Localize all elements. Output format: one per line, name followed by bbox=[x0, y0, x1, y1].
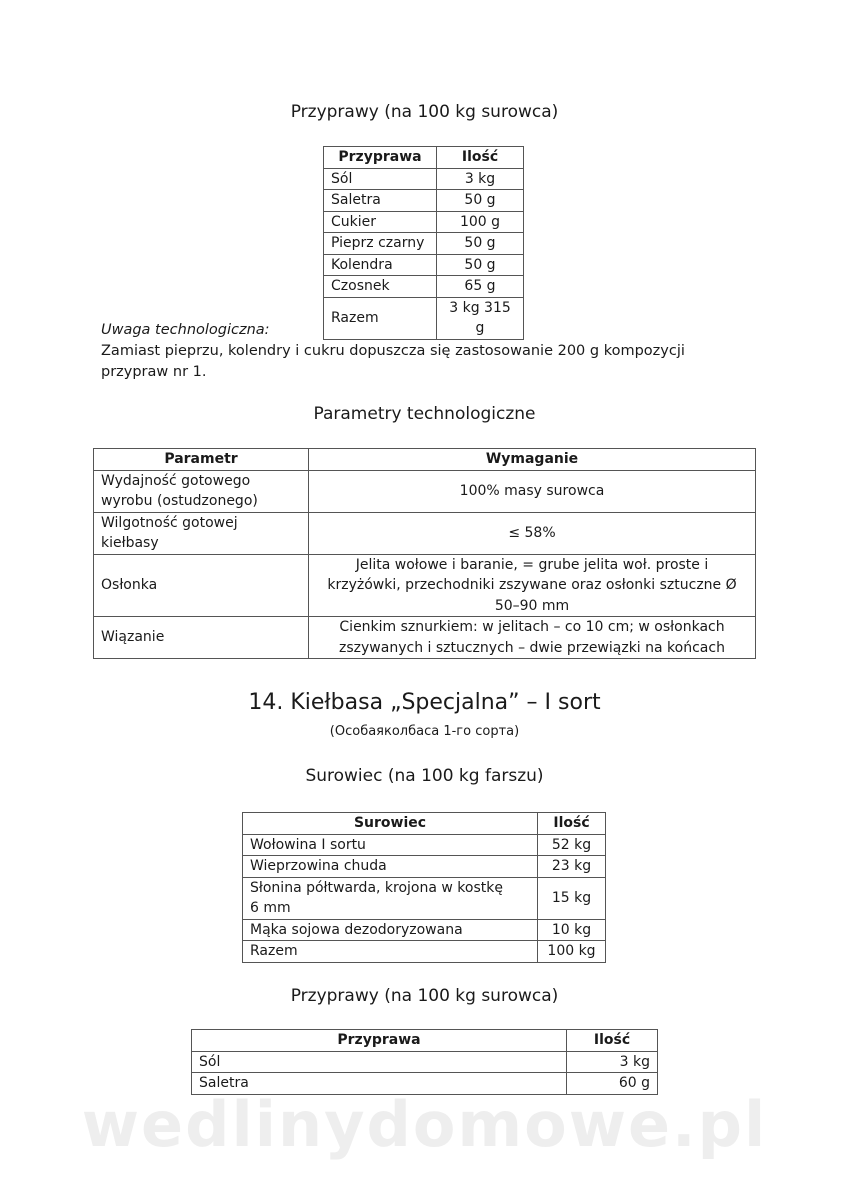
spice-name: Sól bbox=[192, 1051, 567, 1073]
table-row bbox=[324, 211, 524, 233]
spice-name: Cukier bbox=[324, 211, 437, 233]
raw-name: Wieprzowina chuda bbox=[243, 856, 538, 878]
spice-name: Pieprz czarny bbox=[324, 233, 437, 255]
param-name bbox=[94, 512, 309, 554]
watermark: wedlinydomowe.pl bbox=[81, 1088, 768, 1161]
table-row bbox=[243, 834, 606, 856]
param-value bbox=[309, 617, 756, 659]
table-header-row bbox=[94, 449, 756, 471]
technological-note bbox=[101, 320, 685, 383]
raw-name: Wołowina I sortu bbox=[243, 834, 538, 856]
column-header: Surowiec bbox=[243, 813, 538, 835]
column-header: Ilość bbox=[538, 813, 606, 835]
table-row bbox=[94, 470, 756, 512]
spice-amount: 3 kg bbox=[437, 168, 524, 190]
table-row bbox=[324, 168, 524, 190]
table-header-row bbox=[324, 147, 524, 169]
column-header: Parametr bbox=[94, 449, 309, 471]
spices-table-1 bbox=[323, 146, 524, 340]
table-row bbox=[243, 877, 606, 919]
param-name-line: Wilgotność gotowej bbox=[101, 514, 238, 531]
spice-amount: 3 kg bbox=[567, 1051, 658, 1073]
table-row bbox=[94, 512, 756, 554]
raw-amount: 15 kg bbox=[538, 877, 606, 919]
raw-name: Razem bbox=[243, 941, 538, 963]
spice-amount: 50 g bbox=[437, 190, 524, 212]
param-value-line: zszywanych i sztucznych – dwie przewiązki na końcach bbox=[339, 639, 725, 656]
column-header: Przyprawa bbox=[324, 147, 437, 169]
param-name bbox=[94, 470, 309, 512]
table-row bbox=[243, 941, 606, 963]
table-row bbox=[324, 276, 524, 298]
raw-name: Mąka sojowa dezodoryzowana bbox=[243, 919, 538, 941]
raw-name-line: 6 mm bbox=[250, 900, 291, 916]
spice-amount: 3 kg 315 g bbox=[437, 297, 524, 339]
spices-table-2 bbox=[191, 1029, 658, 1095]
table-row bbox=[94, 554, 756, 617]
param-value: ≤ 58% bbox=[309, 512, 756, 554]
spice-name: Saletra bbox=[324, 190, 437, 212]
spice-amount: 50 g bbox=[437, 254, 524, 276]
table-row bbox=[94, 617, 756, 659]
product-title: 14. Kiełbasa „Specjalna” – I sort bbox=[248, 690, 601, 715]
table-row bbox=[243, 856, 606, 878]
spice-amount: 65 g bbox=[437, 276, 524, 298]
column-header: Ilość bbox=[437, 147, 524, 169]
param-value-line: Jelita wołowe i baranie, = grube jelita woł. proste i bbox=[355, 556, 709, 573]
param-value-line: krzyżówki, przechodniki zszywane oraz osłonki sztuczne Ø bbox=[327, 577, 737, 593]
spice-amount: 60 g bbox=[567, 1073, 658, 1095]
raw-material-heading: Surowiec (na 100 kg farszu) bbox=[305, 766, 544, 786]
raw-material-table bbox=[242, 812, 606, 963]
param-name: Osłonka bbox=[94, 554, 309, 617]
params-table bbox=[93, 448, 756, 659]
param-value-line: Cienkim sznurkiem: w jelitach – co 10 cm; w osłonkach bbox=[339, 619, 725, 635]
raw-amount: 100 kg bbox=[538, 941, 606, 963]
param-name-line: Wydajność gotowego bbox=[101, 472, 251, 489]
spices-heading-1: Przyprawy (na 100 kg surowca) bbox=[290, 102, 559, 122]
param-name-line: kiełbasy bbox=[101, 535, 159, 551]
raw-amount: 10 kg bbox=[538, 919, 606, 941]
spices-heading-2: Przyprawy (na 100 kg surowca) bbox=[290, 986, 559, 1006]
product-subtitle: (Особаяколбаса 1-го сорта) bbox=[329, 724, 520, 739]
table-row bbox=[324, 233, 524, 255]
note-line: przypraw nr 1. bbox=[101, 364, 207, 380]
param-value-line: 50–90 mm bbox=[494, 597, 570, 614]
note-label: Uwaga technologiczna: bbox=[101, 322, 270, 338]
params-heading: Parametry technologiczne bbox=[313, 404, 536, 424]
param-value: 100% masy surowca bbox=[309, 470, 756, 512]
table-row bbox=[192, 1051, 658, 1073]
raw-amount: 23 kg bbox=[538, 856, 606, 878]
note-line: Zamiast pieprzu, kolendry i cukru dopuszcza się zastosowanie 200 g kompozycji bbox=[101, 343, 685, 359]
spice-name: Saletra bbox=[192, 1073, 567, 1095]
table-row bbox=[324, 254, 524, 276]
spice-name: Razem bbox=[324, 297, 437, 339]
table-row bbox=[324, 190, 524, 212]
column-header: Wymaganie bbox=[309, 449, 756, 471]
spice-amount: 100 g bbox=[437, 211, 524, 233]
spice-name: Czosnek bbox=[324, 276, 437, 298]
param-value bbox=[309, 554, 756, 617]
param-name-line: wyrobu (ostudzonego) bbox=[101, 493, 258, 509]
raw-amount: 52 kg bbox=[538, 834, 606, 856]
spice-name: Kolendra bbox=[324, 254, 437, 276]
column-header: Przyprawa bbox=[192, 1030, 567, 1052]
raw-name bbox=[243, 877, 538, 919]
table-row bbox=[243, 919, 606, 941]
spice-amount: 50 g bbox=[437, 233, 524, 255]
table-header-row bbox=[243, 813, 606, 835]
param-name: Wiązanie bbox=[94, 617, 309, 659]
table-header-row bbox=[192, 1030, 658, 1052]
column-header: Ilość bbox=[567, 1030, 658, 1052]
raw-name-line: Słonina półtwarda, krojona w kostkę bbox=[250, 879, 503, 896]
spice-name: Sól bbox=[324, 168, 437, 190]
